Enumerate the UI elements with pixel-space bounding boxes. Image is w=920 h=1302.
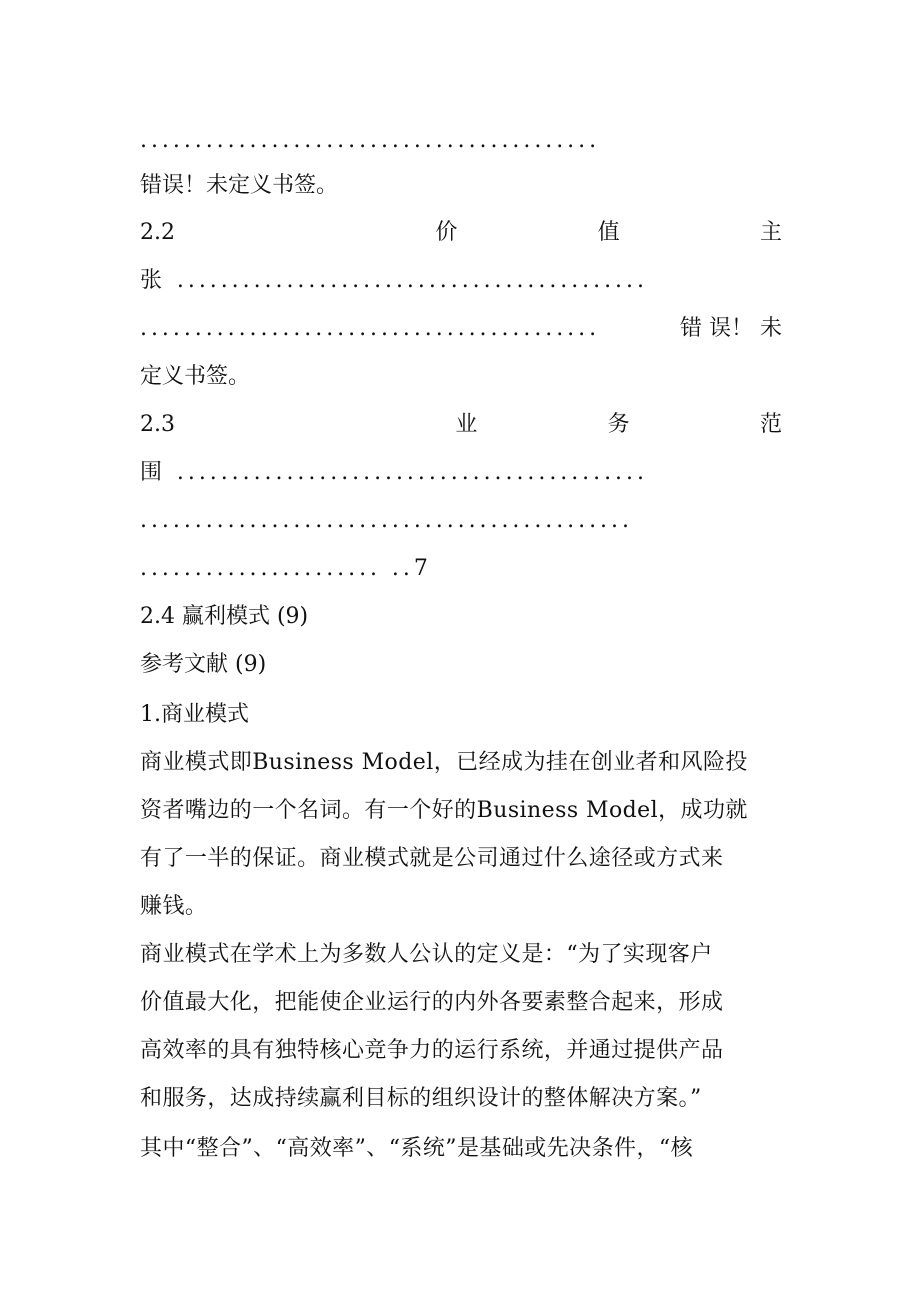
toc-leader-line: 张 ........................................... xyxy=(140,268,648,293)
toc-leader-line xyxy=(140,314,782,344)
paragraph-line: 和服务，达成持续赢利目标的组织设计的整体解决方案。” xyxy=(140,1086,702,1111)
paragraph-line: 高效率的具有独特核心竞争力的运行系统，并通过提供产品 xyxy=(140,1038,724,1063)
toc-bookmark-error: 错 误！ 未 xyxy=(680,316,782,341)
paragraph-line: 商业模式即Business Model，已经成为挂在创业者和风险投 xyxy=(140,750,748,775)
paragraph-line: 资者嘴边的一个名词。有一个好的Business Model，成功就 xyxy=(140,798,748,823)
toc-entry-2-4[interactable]: 2.4 赢利模式 (9) xyxy=(140,604,309,629)
toc-entry-char: 范 xyxy=(759,412,782,437)
toc-leader-dots: .......................................... xyxy=(140,316,601,341)
toc-leader-line: 围 ........................................... xyxy=(140,460,648,485)
toc-leader-dots: .......................................... xyxy=(140,128,601,153)
toc-entry-char: 值 xyxy=(597,220,620,245)
toc-entry-char: 主 xyxy=(759,220,782,245)
paragraph-line: 有了一半的保证。商业模式就是公司通过什么途径或方式来 xyxy=(140,846,724,871)
paragraph-line: 价值最大化，把能使企业运行的内外各要素整合起来，形成 xyxy=(140,990,724,1015)
toc-entry-2-3[interactable] xyxy=(140,410,782,440)
paragraph-line: 其中“整合”、“高效率”、“系统”是基础或先决条件，“核 xyxy=(140,1136,694,1161)
toc-entry-char: 务 xyxy=(607,412,630,437)
toc-leader-line: ...................... ..7 xyxy=(140,556,432,581)
toc-bookmark-error: 定义书签。 xyxy=(140,364,251,389)
toc-bookmark-error: 错误！未定义书签。 xyxy=(140,173,339,198)
toc-entry-number: 2.2 xyxy=(140,220,175,245)
toc-entry-char: 业 xyxy=(455,412,478,437)
paragraph-line: 赚钱。 xyxy=(140,894,208,919)
paragraph-line: 商业模式在学术上为多数人公认的定义是：“为了实现客户 xyxy=(140,942,713,967)
toc-entry-char: 价 xyxy=(435,220,458,245)
toc-leader-line: ............................................. xyxy=(140,508,633,533)
toc-entry-2-2[interactable] xyxy=(140,218,782,248)
toc-entry-references[interactable]: 参考文献 (9) xyxy=(140,652,267,677)
toc-entry-number: 2.3 xyxy=(140,412,175,437)
section-heading: 1.商业模式 xyxy=(140,702,249,727)
